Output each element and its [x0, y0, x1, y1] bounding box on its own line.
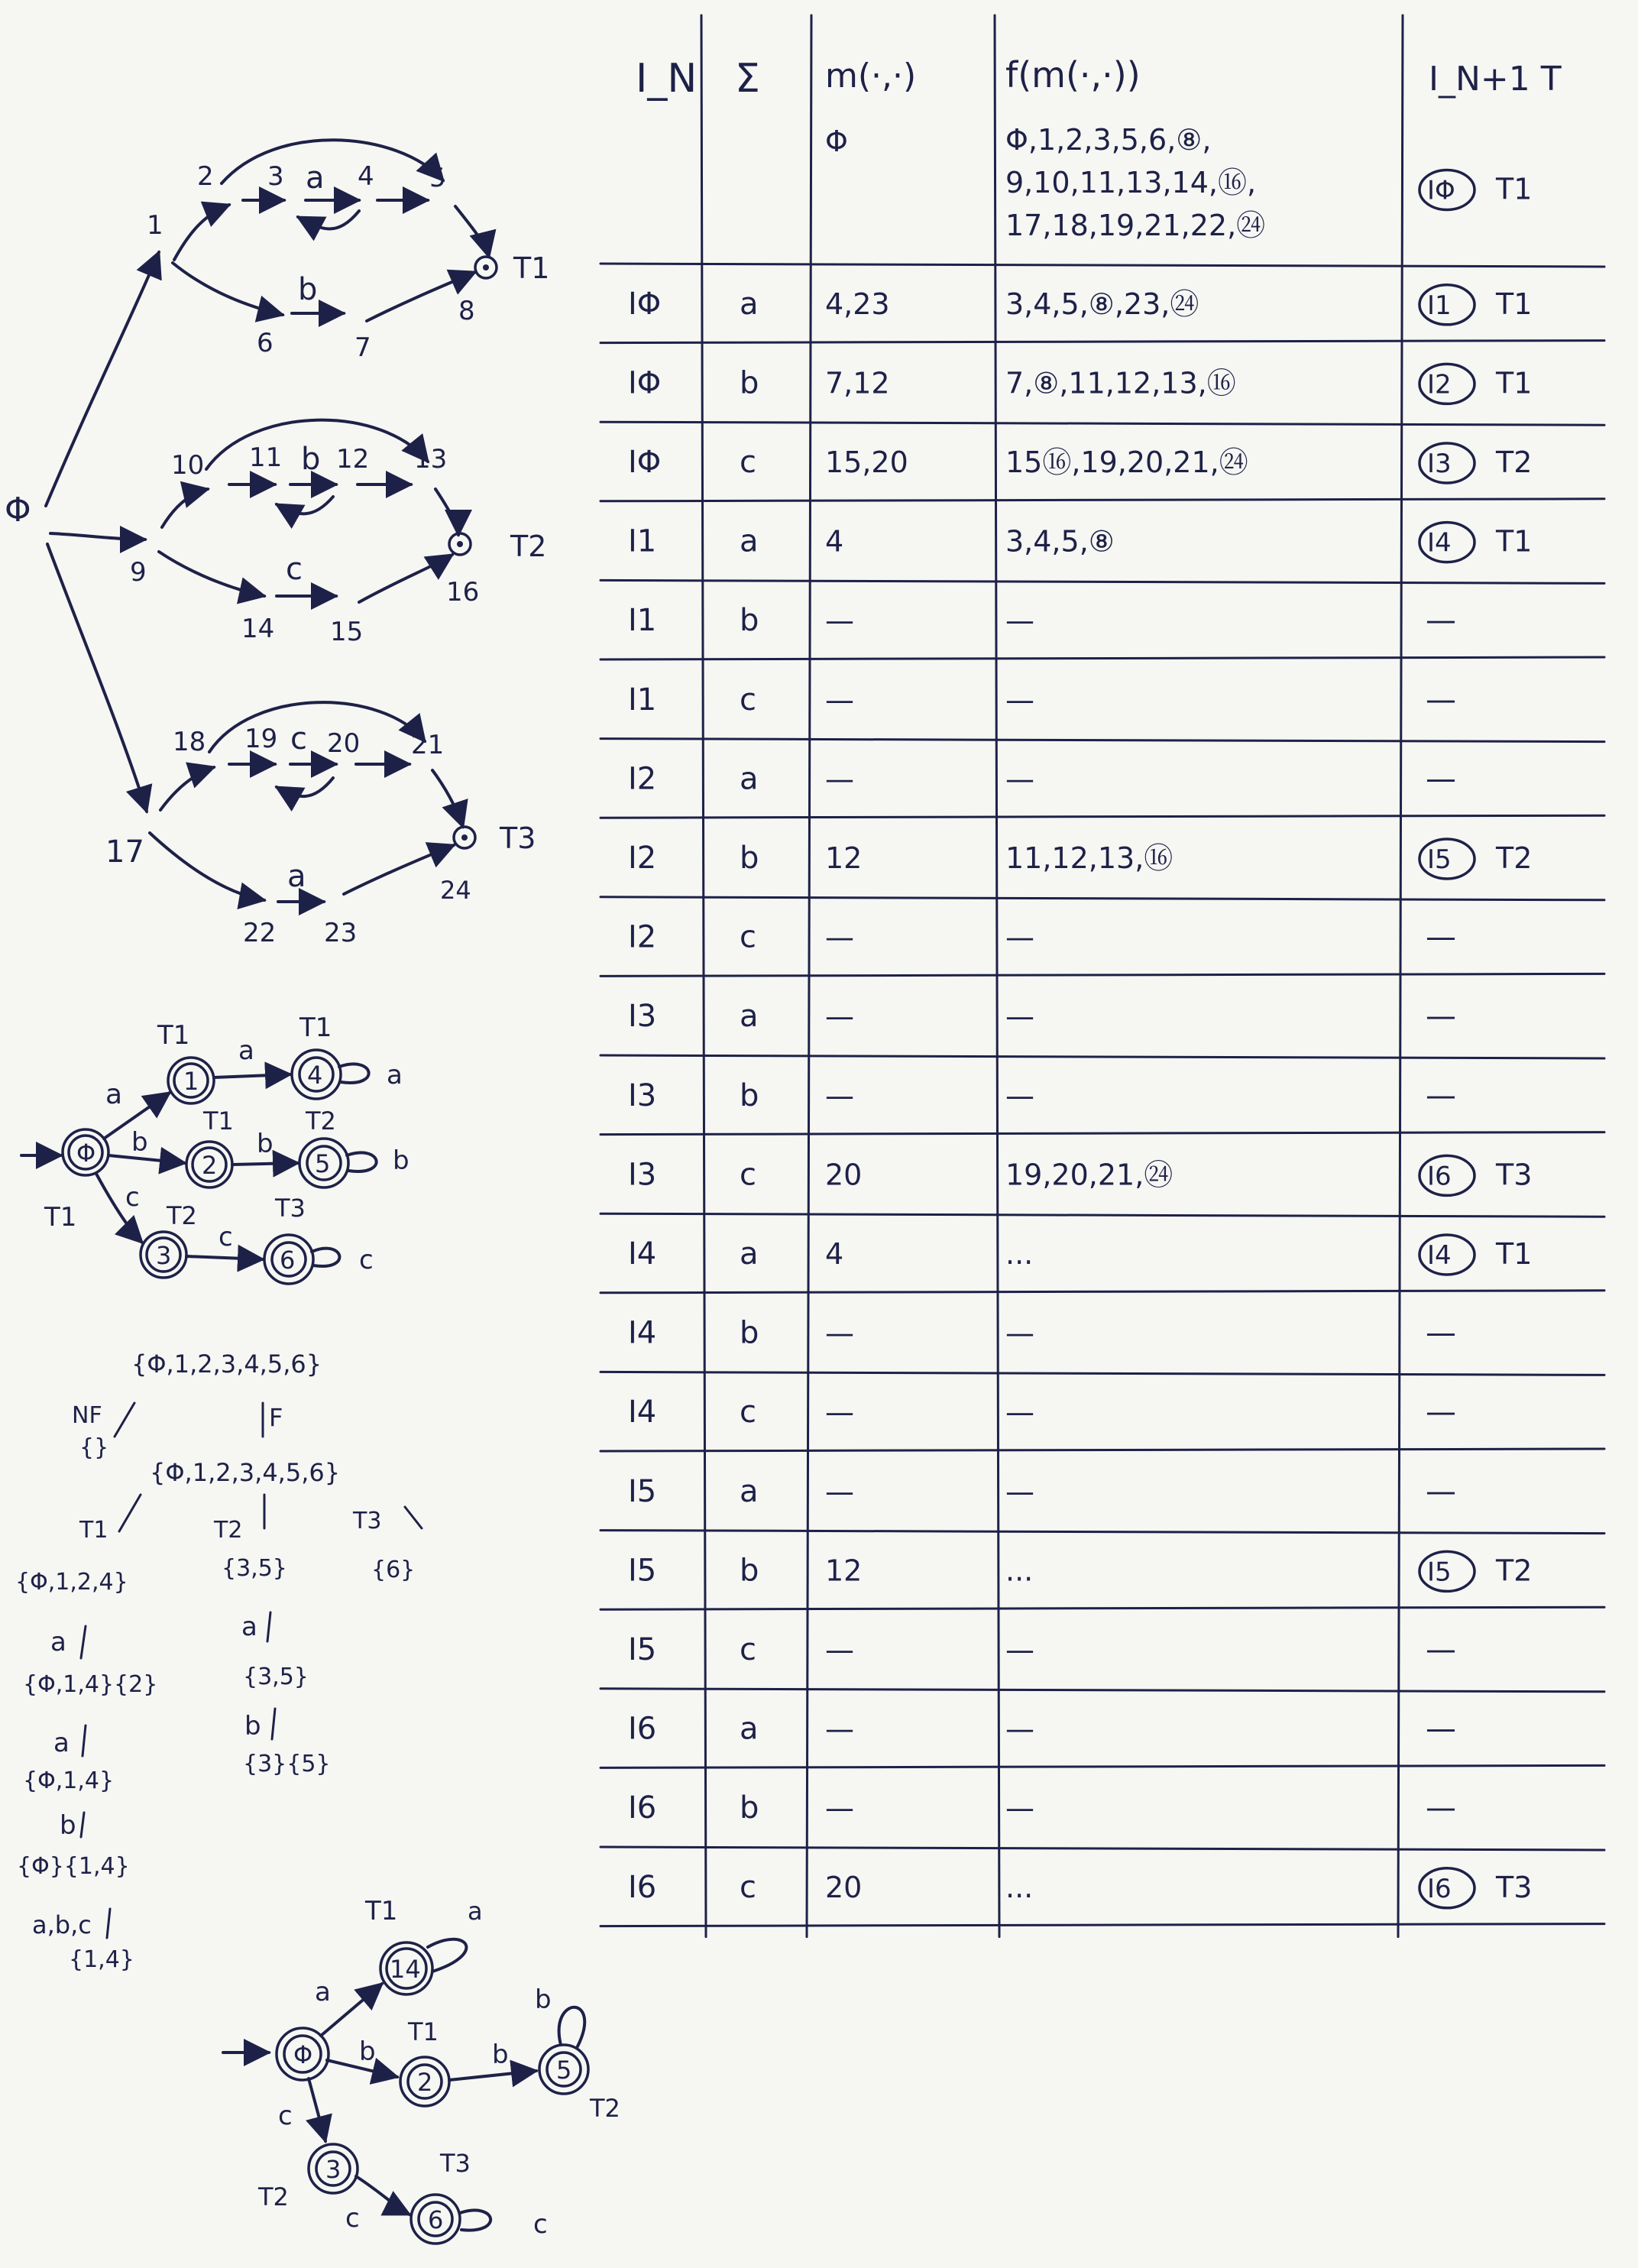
cell-sym: c [740, 1395, 756, 1430]
nfa-node-19: 19 [244, 724, 278, 754]
cell-m: — [825, 1633, 854, 1667]
dfa1-state-5-token: T2 [306, 1106, 336, 1136]
cell-f: 3,4,5,⑧ [1005, 524, 1115, 559]
cell-next: I4 [1427, 1240, 1452, 1271]
nfa-node-18: 18 [173, 727, 206, 757]
cell-in: IΦ [628, 365, 662, 401]
cell-f: — [1005, 604, 1034, 638]
cell-m: Φ [825, 125, 848, 158]
nfa-node-22: 22 [243, 918, 277, 948]
nfa-final-16-dot [457, 541, 463, 547]
cell-next: — [1426, 1711, 1456, 1747]
cell-in: I6 [628, 1869, 657, 1905]
nfa-token-t2: T2 [510, 530, 547, 563]
cell-sym: c [740, 1157, 756, 1193]
cell-token: T2 [1496, 446, 1533, 479]
min-nf-label: NF [72, 1402, 102, 1429]
header-sigma: Σ [735, 56, 760, 102]
cell-f: 9,10,11,13,14,⑯, [1005, 166, 1257, 199]
dfa1-state-phi-label: Φ [76, 1139, 96, 1168]
cell-m: — [825, 920, 854, 954]
cell-m: 20 [825, 1158, 863, 1192]
dfa2-state-3-token: T2 [258, 2182, 289, 2211]
dfa2-sym-phi-3: c [278, 2101, 293, 2131]
dfa1-state-5-label: 5 [315, 1149, 331, 1178]
dfa1-state-2-label: 2 [202, 1151, 218, 1180]
cell-f: — [1005, 1474, 1034, 1508]
min-nf-set: {} [79, 1434, 109, 1461]
cell-in: I4 [628, 1236, 657, 1272]
cell-sym: c [740, 1869, 756, 1905]
min-t1-step2-sym: a [53, 1728, 70, 1758]
cell-m: 12 [825, 841, 863, 875]
cell-token: T3 [1496, 1158, 1533, 1192]
nfa-node-17: 17 [105, 834, 144, 870]
nfa-sym-c3: c [290, 721, 307, 757]
cell-sym: c [740, 919, 756, 955]
cell-sym: a [740, 1236, 759, 1272]
cell-next: I6 [1427, 1873, 1452, 1904]
cell-m: — [825, 1474, 854, 1508]
cell-in: I3 [628, 1157, 657, 1193]
dfa2-state-14-label: 14 [390, 1955, 421, 1984]
dfa2-sym-loop-6: c [533, 2209, 548, 2240]
cell-token: T1 [1496, 1237, 1533, 1271]
min-t1-step1-result: {Φ,1,4}{2} [23, 1671, 158, 1698]
nfa-sym-a3: a [287, 859, 306, 894]
cell-sym: b [740, 1790, 759, 1826]
min-group-t1-token: T1 [79, 1517, 108, 1544]
min-t1-step2-result: {Φ,1,4} [23, 1767, 115, 1794]
dfa1-sym-loop-6: c [359, 1245, 374, 1275]
cell-m: 15,20 [825, 446, 908, 479]
dfa1-state-6-label: 6 [280, 1246, 296, 1275]
min-t2-step2-result: {3}{5} [243, 1751, 331, 1777]
cell-next: I6 [1427, 1161, 1452, 1192]
cell-next: I4 [1427, 527, 1452, 559]
dfa2-state-2-token: T1 [408, 2017, 439, 2046]
dfa1-state-4-label: 4 [307, 1061, 323, 1090]
cell-next: — [1426, 1077, 1456, 1113]
cell-in: I3 [628, 1077, 657, 1113]
cell-sym: a [740, 999, 759, 1035]
nfa-sym-b: b [298, 272, 318, 307]
cell-sym: c [740, 682, 756, 718]
min-f-set: {Φ,1,2,3,4,5,6} [150, 1458, 341, 1487]
dfa2-state-5-token: T2 [590, 2094, 620, 2123]
nfa-node-5: 5 [429, 163, 446, 193]
nfa-node-2: 2 [197, 161, 214, 192]
cell-in: I2 [628, 761, 657, 797]
cell-m: — [825, 1316, 854, 1350]
cell-in: I6 [628, 1790, 657, 1826]
cell-f: 11,12,13,⑯ [1005, 841, 1173, 875]
nfa-node-12: 12 [336, 444, 370, 475]
cell-next: IΦ [1427, 175, 1455, 206]
dfa1-sym-phi-2: b [131, 1127, 148, 1158]
cell-sym: b [740, 841, 759, 876]
cell-next: — [1426, 603, 1456, 639]
nfa-sym-a: a [306, 160, 325, 196]
cell-f: 19,20,21,㉔ [1005, 1158, 1173, 1192]
nfa-final-8-dot [483, 264, 489, 271]
nfa-node-4: 4 [358, 161, 374, 192]
cell-next: — [1426, 1790, 1456, 1826]
cell-in: I1 [628, 603, 657, 639]
cell-m: — [825, 682, 854, 717]
dfa1-state-6-token: T3 [275, 1194, 306, 1223]
dfa2-state-2-label: 2 [417, 2068, 433, 2097]
cell-token: T3 [1496, 1870, 1533, 1904]
cell-m: — [825, 1395, 854, 1430]
min-t1-step4-result: {1,4} [69, 1946, 134, 1973]
cell-m: — [825, 1791, 854, 1826]
dfa1-sym-1-4: a [238, 1035, 254, 1066]
cell-sym: a [740, 1473, 759, 1509]
min-t2-step1-result: {3,5} [243, 1664, 309, 1690]
cell-in: I2 [628, 841, 657, 876]
dfa2-sym-loop-14: a [468, 1897, 483, 1926]
cell-sym: b [740, 365, 759, 401]
dfa2-state-6-label: 6 [428, 2205, 444, 2234]
cell-m: 4 [825, 524, 844, 559]
cell-next: — [1426, 1315, 1456, 1351]
cell-f: 17,18,19,21,22,㉔ [1005, 209, 1266, 242]
cell-f: 3,4,5,⑧,23,㉔ [1005, 287, 1199, 321]
cell-in: I6 [628, 1711, 657, 1747]
cell-m: 12 [825, 1554, 863, 1588]
nfa-node-6: 6 [257, 328, 274, 358]
cell-sym: c [740, 1632, 756, 1667]
header-m: m(·,·) [825, 57, 917, 96]
cell-in: I5 [628, 1632, 657, 1667]
nfa-node-9: 9 [130, 557, 147, 588]
cell-in: I1 [628, 682, 657, 718]
nfa-start-label: Φ [5, 491, 31, 530]
cell-m: — [825, 1000, 854, 1034]
dfa2-sym-phi-2: b [359, 2036, 376, 2067]
cell-in: IΦ [628, 286, 662, 322]
min-group-t2-set: {3,5} [222, 1555, 287, 1582]
dfa1-sym-loop-4: a [387, 1060, 403, 1090]
cell-token: T2 [1496, 1554, 1533, 1588]
nfa-node-15: 15 [330, 617, 364, 647]
cell-token: T1 [1496, 524, 1533, 559]
dfa1-state-3-token: T2 [167, 1201, 197, 1230]
cell-next: I5 [1427, 1557, 1452, 1588]
dfa1-state-1-token: T1 [157, 1020, 190, 1051]
cell-next: I5 [1427, 844, 1452, 875]
cell-in: I1 [628, 523, 657, 559]
nfa-node-13: 13 [414, 444, 448, 475]
dfa2-state-phi-label: Φ [293, 2040, 313, 2069]
nfa-node-24: 24 [440, 876, 471, 905]
min-root-set: {Φ,1,2,3,4,5,6} [131, 1349, 322, 1379]
dfa2-sym-phi-14: a [315, 1977, 331, 2007]
cell-token: T1 [1496, 287, 1533, 321]
dfa2-state-3-label: 3 [325, 2155, 342, 2184]
min-group-t1-set: {Φ,1,2,4} [15, 1569, 128, 1596]
nfa-node-3: 3 [267, 161, 284, 192]
nfa-node-14: 14 [241, 614, 275, 644]
cell-f: ... [1005, 1554, 1034, 1588]
cell-token: T1 [1496, 172, 1533, 206]
nfa-node-23: 23 [324, 918, 358, 948]
cell-m: — [825, 1078, 854, 1113]
min-t2-step1-sym: a [241, 1612, 257, 1642]
nfa-token-t3: T3 [500, 821, 536, 855]
cell-f: Φ,1,2,3,5,6,⑧, [1005, 123, 1212, 157]
min-group-t2-token: T2 [214, 1517, 243, 1544]
cell-in: I5 [628, 1553, 657, 1589]
dfa1-edge-2-5 [232, 1163, 298, 1165]
cell-f: — [1005, 1316, 1034, 1350]
nfa-node-10: 10 [171, 450, 205, 481]
nfa-node-21: 21 [411, 730, 445, 760]
dfa2-state-5-label: 5 [556, 2056, 572, 2085]
dfa1-state-2-token: T1 [203, 1106, 234, 1136]
cell-m: — [825, 762, 854, 796]
cell-in: I2 [628, 919, 657, 955]
cell-m: 20 [825, 1870, 863, 1904]
cell-sym: b [740, 1315, 759, 1351]
min-t1-step3-result: {Φ}{1,4} [17, 1853, 130, 1880]
cell-f: — [1005, 1000, 1034, 1034]
cell-next: I3 [1427, 449, 1452, 479]
dfa1-state-4-token: T1 [299, 1013, 332, 1043]
nfa-node-8: 8 [458, 296, 475, 326]
cell-next: — [1426, 1395, 1456, 1430]
cell-m: 4,23 [825, 287, 890, 321]
cell-next: — [1426, 919, 1456, 955]
nfa-node-11: 11 [249, 442, 283, 473]
cell-sym: c [740, 445, 756, 480]
cell-sym: b [740, 1553, 759, 1589]
cell-in: I4 [628, 1315, 657, 1351]
dfa1-sym-2-5: b [257, 1129, 274, 1159]
cell-sym: a [740, 1711, 759, 1747]
cell-next: — [1426, 1473, 1456, 1509]
cell-m: 7,12 [825, 366, 890, 400]
cell-next: I1 [1427, 290, 1452, 321]
cell-next: — [1426, 999, 1456, 1035]
min-t1-step3-sym: b [60, 1810, 76, 1841]
cell-f: 15⑯,19,20,21,㉔ [1005, 446, 1248, 479]
nfa-sym-b2: b [301, 442, 321, 477]
cell-f: — [1005, 682, 1034, 717]
cell-m: 4 [825, 1237, 844, 1271]
cell-f: 7,⑧,11,12,13,⑯ [1005, 366, 1236, 400]
min-group-t3-set: {6} [371, 1557, 416, 1583]
cell-sym: a [740, 286, 759, 322]
dfa1-state-1-label: 1 [183, 1067, 199, 1096]
header-f: f(m(·,·)) [1005, 54, 1141, 96]
cell-sym: a [740, 761, 759, 797]
min-t1-step4-sym: a,b,c [32, 1910, 92, 1939]
nfa-token-t1: T1 [513, 251, 550, 285]
cell-f: — [1005, 1395, 1034, 1430]
dfa1-sym-3-6: c [219, 1222, 233, 1252]
cell-token: T1 [1496, 366, 1533, 400]
dfa2-sym-loop-5: b [535, 1985, 552, 2015]
cell-f: ... [1005, 1237, 1034, 1271]
cell-f: — [1005, 920, 1034, 954]
cell-f: — [1005, 1078, 1034, 1113]
dfa2-state-6-token: T3 [440, 2149, 471, 2178]
min-t1-step1-sym: a [50, 1627, 66, 1657]
cell-sym: b [740, 603, 759, 639]
cell-next: — [1426, 761, 1456, 797]
cell-f: — [1005, 1633, 1034, 1667]
header-in: I_N [636, 56, 698, 102]
dfa2-sym-3-6: c [345, 2203, 360, 2234]
nfa-node-7: 7 [354, 332, 371, 363]
cell-next: — [1426, 1632, 1456, 1667]
header-next: I_N+1 T [1429, 60, 1562, 99]
dfa1-sym-loop-5: b [393, 1145, 410, 1176]
nfa-sym-c: c [286, 552, 303, 587]
cell-sym: b [740, 1077, 759, 1113]
nfa-node-16: 16 [446, 577, 480, 608]
dfa1-sym-phi-3: c [125, 1182, 140, 1213]
cell-f: — [1005, 1712, 1034, 1746]
min-group-t3-token: T3 [353, 1508, 382, 1534]
cell-in: I4 [628, 1395, 657, 1430]
cell-next: I2 [1427, 369, 1452, 400]
dfa2-sym-2-5: b [492, 2040, 509, 2070]
cell-f: ... [1005, 1870, 1034, 1904]
nfa-node-1: 1 [147, 210, 163, 241]
cell-f: — [1005, 762, 1034, 796]
nfa-node-20: 20 [327, 728, 361, 759]
cell-sym: a [740, 523, 759, 559]
min-f-label: F [269, 1403, 283, 1432]
min-t2-step2-sym: b [244, 1711, 261, 1742]
cell-m: — [825, 604, 854, 638]
dfa1-sym-phi-1: a [105, 1079, 123, 1110]
nfa-final-24-dot [461, 834, 468, 841]
cell-in: I3 [628, 999, 657, 1035]
cell-in: I5 [628, 1473, 657, 1509]
dfa1-state-3-label: 3 [156, 1241, 172, 1270]
cell-next: — [1426, 682, 1456, 718]
cell-f: — [1005, 1791, 1034, 1826]
cell-in: IΦ [628, 445, 662, 480]
cell-m: — [825, 1712, 854, 1746]
cell-token: T2 [1496, 841, 1533, 875]
dfa2-state-14-token: T1 [365, 1896, 398, 1926]
dfa1-state-phi-token: T1 [44, 1202, 77, 1233]
